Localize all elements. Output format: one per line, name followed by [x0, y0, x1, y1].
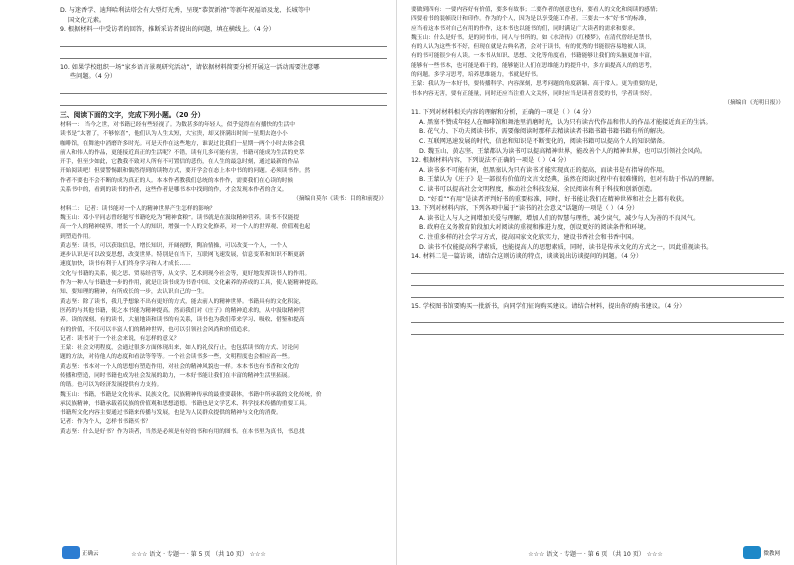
- paragraph-line: 王蒙：我认为一本好书，要传播科学、内容深刻，思考问题的角度新颖、高于常人。更为重要的是，: [411, 81, 662, 88]
- option-b[interactable]: B. 王蒙认为《庄子》是一部很有价值的文言文经典，虽然在阅读过程中有很难懂的，但对有助于作品的理解。: [419, 176, 718, 184]
- paragraph-line: 魏玉山：书籍，书籍是文化传承、民族文化，民族精神传承的最重要载体，书籍中所承载的文化传统，价: [60, 391, 322, 398]
- paragraph-line: 有的人认为这些书不好，但现在就是古典名著，会对于读书，有的优秀的书能很容易地被人读，: [411, 44, 650, 51]
- material-1: [60, 121, 387, 205]
- paragraph-line: 材料一： 当今之世，对书籍已经有些轻视了。为数甚多的年轻人，似乎觉得在有播快的生活中: [60, 121, 295, 128]
- paragraph-line: 魏玉山：邓小平同志曾经题写书籍吃吃为“精神食粮”。读书就是在汲取精神营养。读书不仅能提: [60, 214, 300, 221]
- paragraph-line: 黄志坚：除了读书，我几乎想象不出有更好的方式，能去前人的精神世界。书籍具有的文化积淀，: [60, 298, 305, 305]
- option-d[interactable]: D. 魏玉山、黄志坚、王蒙都认为读书可以提高精神世界，能改善个人的精神世界，也可以引领社会风尚。: [419, 147, 707, 155]
- paragraph-line: 前人和伟人的作品，更能接近真正的生活呢？不错，读有几多可能有害，书籍可能成为生活的史萃: [60, 149, 305, 156]
- question-11: 11. 下列对材料相关内容的理解和分析，正确的一项是（ ）（4 分）: [411, 109, 595, 117]
- answer-line[interactable]: [411, 311, 784, 323]
- paragraph-line: 到塑造作用。: [60, 233, 95, 240]
- question-14: 14. 材料二是一篇访谈，请结合这则访谈的特点，谈谈说出访谈提问的问题。（4 分）: [411, 253, 643, 261]
- answer-line[interactable]: [411, 274, 784, 286]
- paragraph-line: 承民族精神，书籍承载着民族的价值观和思想道德。书籍也是文学艺术、科学技术传播的重要工具。: [60, 400, 311, 407]
- paragraph-line: 咖啡馆，在舞池中消磨许多时光。可是天作在这些地方，谁说过比我们一星期一两个小时去体会我: [60, 140, 305, 147]
- paragraph-line: 题的方法，对待他人的态度和看法等等等。一个社会读书多一些，文明程度也会相应高一些。: [60, 354, 294, 361]
- option-c[interactable]: C. 读书可以提高社会文明程度，推动社会科技发展、全民阅读有利于科技和创新创造。: [419, 186, 657, 194]
- paragraph-line: 作为一种人与书籍进一步的作用，就是让读书成为书香中国、文化素养的养成的工具，使人能精神提高。: [60, 280, 322, 287]
- question-12: 12. 根据材料内容，下列说法不正确的一项是（ ）（4 分）: [411, 157, 570, 165]
- paragraph-line: 有的书可能很少有人读。一本书从知识、思想、文化等角度看，书籍能够让我们的头脑更加丰富，: [411, 53, 656, 60]
- option-d[interactable]: D. “好看”“有用”是读者评判好书的重要标准，同时，好书能让我们在精神世界和社会上都有收获。: [419, 195, 689, 203]
- page-right: [397, 0, 794, 565]
- paragraph-line: 读书是“太奢了，不够惊喜”，他们认为人生太短，大宝贵，却又挤满出时间一星期去泡小小: [60, 131, 288, 138]
- paragraph-line: 黄志坚：书本对一个人的思想有塑造作用，对社会的精神风貌也一样。本本书也有书香和文化的: [60, 363, 299, 370]
- question-13: 13. 下列对材料内容，下列各项中属于“读书的社会意义”话题的一项是（ ）（4 分）: [411, 205, 639, 213]
- question-10-cont: 些问题。（4 分）: [70, 73, 117, 81]
- paragraph-line: 王蒙：社会文明程度，会通过很多方面体现出来，如人的礼仪行止，也包括读书的方式、讨论问: [60, 345, 299, 352]
- paragraph-line: 书籍所文化内容主要通过书籍来传播与发展，也是为人民群众提供的精神与文化的消费。: [60, 410, 282, 417]
- question-9: 9. 根据材料一中受访者的回答，推断采访者提出的问题，填在横线上。（4 分）: [60, 26, 275, 34]
- option-a[interactable]: A. 读书让人与人之间增加关爱与理解，增加人们的智慧与理性，减少戾气，减少与人为善的不良风气。: [419, 214, 700, 222]
- answer-line[interactable]: [411, 286, 784, 298]
- option-c[interactable]: C. 注重多样的社会学习方式，提高国家文化软实力，建设书香社会和书香中国。: [419, 233, 638, 241]
- logo-text: 微教网: [763, 550, 780, 557]
- page-footer-right: ☆☆☆ 语文 · 专题一 · 第 6 页 （共 10 页） ☆☆☆: [528, 551, 663, 558]
- paragraph-line: 要做到四有：一要内容好有价值，要多有故事；二要作者的创意也有，要看人的文化和阅读的感情；: [411, 7, 662, 13]
- paragraph-line: 记者：作为个人，怎样书书籍买书？: [60, 419, 151, 426]
- answer-line[interactable]: [60, 82, 387, 94]
- paragraph-line: 的问题。多学习思考，培养思维能力，书就是好书。: [411, 72, 542, 79]
- answer-line[interactable]: [411, 323, 784, 335]
- paragraph-line: 材料二： 记者：读书能对一个人的精神世界产生怎样的影响？: [60, 205, 216, 212]
- paragraph-line: 传播和塑造，同时书籍也成为社会发展的助力，一本好书能让我们在丰富的精神生活里拓展。: [60, 372, 294, 379]
- option-c[interactable]: C. 互联网迅速发展的时代，信息和知识是不断变化的，阅读书籍可以提高个人的知识储备。: [419, 138, 669, 146]
- paragraph-line: 能够有一些书本，也可能是难于的，能够能让人们在思维能力的提升中，多方面提高人的的思考，: [411, 62, 656, 69]
- question-15: 15. 学校图书馆要购买一批新书，向同学们征询购买建议。请结合材料，提出你的购书建议。（4 分）: [411, 302, 686, 310]
- paragraph-line: 知、要知理的精神，有所成长的一步，去认识自己的一生。: [60, 289, 208, 296]
- material-2-continued: [411, 6, 784, 108]
- question-10: 10. 如果学校组织一场“家乡语言景观研究活动”，请依据材料简要分析开展这一活动需要注意哪: [60, 63, 320, 71]
- answer-line[interactable]: [60, 94, 387, 106]
- page-footer-left: ☆☆☆ 语文 · 专题一 · 第 5 页 （共 10 页） ☆☆☆: [131, 551, 266, 558]
- option-b[interactable]: B. 政府在义务教育阶段加大对阅读的重视和推进力度，创设更好的阅读条件和环境。: [419, 224, 650, 232]
- paragraph-line: 有的价值，不仅可以丰富人们的精神世界，也可以引领社会风尚和价值追求。: [60, 326, 254, 333]
- material-2-source: （摘编自《光明日报》）: [724, 99, 784, 106]
- paragraph-line: 逐步认识是可以改变思想，改变世界。特别是在当下，互联网飞速发展，信息变革和知识不断更新: [60, 252, 305, 259]
- paragraph-line: 记者：读书对于一个社会来说，有怎样的意义？: [60, 335, 180, 342]
- answer-line[interactable]: [411, 262, 784, 274]
- material-2: [60, 205, 387, 437]
- option-a[interactable]: A. 黑塞不赞成年轻人在咖啡馆和舞池里消磨时光，认为只有读古代作品和伟人的作品才能接近真正的生活。: [419, 118, 712, 126]
- paragraph-line: 开手，但至少如此，它教我不致对人所有不可置信的悲伤，在人生的最急时刻，通过最新的作品: [60, 159, 299, 166]
- option-a[interactable]: A. 读书多不可能有害，但黑塞认为只有读书才能实现真正的提高，而读书是有指导的作用。: [419, 166, 669, 174]
- paragraph-line: 开始阅读吧！但要警惕跟和偶然得到的读物方式，要开学会在态上本中书的的问题。必须读书作。然: [60, 168, 311, 175]
- answer-line[interactable]: [60, 47, 387, 59]
- option-b[interactable]: B. 花气力、下功夫阅读书作，需要像阅读时那样去精读读者书籍书籍书籍书籍有所的解决。: [419, 128, 669, 136]
- material-1-source: （摘编自莫尔《读书：目的和前提》）: [293, 196, 387, 203]
- paragraph-line: 作者不要也不会不断的成为真正的人。本本作者教我们总统的本作作，需要我们在心读的时候: [60, 177, 294, 184]
- option-d-line-cont: 国文化元素。: [68, 16, 106, 24]
- paragraph-line: 书本内容无害，要有正能量，同时还应当注重人文关怀，同时应当是读者喜爱的书，学者读书好。: [411, 90, 656, 97]
- paragraph-line: 四要看书的装帧设计和印作。作为的个人，因为是以享受能工作者。三要去一本“好书”的标准，: [411, 16, 651, 23]
- paragraph-line: 的谐。也可以为经济发展提供有力支持。: [60, 382, 163, 389]
- paragraph-line: 文化与书籍的关系，使之思、贸易经营等，从文学、艺术到现今社会等，更好地发挥读书人的作用。: [60, 270, 311, 277]
- answer-line[interactable]: [60, 35, 387, 47]
- option-d-line: D. 与迷香学、迪拜哈利法塔会有大型灯光秀，呈现“恭贺新禧”等新年祝福语及龙、长城等中: [60, 7, 311, 14]
- paragraph-line: 医药的与其他书籍，使之本书能为精神提高。然而我们对《庄子》的精神追求的，从中汲取精神营: [60, 307, 305, 314]
- paragraph-line: 速度加快，读书有利于人们终身学习和人才成长……: [60, 261, 191, 268]
- option-d[interactable]: D. 读书不仅能提高科学素质，也能提高人的思想素质，同时，读书是传承文化的方式之一，因此重视读书。: [419, 243, 713, 251]
- paragraph-line: 黄志坚：什么是好书？作为读者，当然是必须是有好的书和有用的图书。在本书里为真书，书总找: [60, 428, 305, 435]
- paragraph-line: 黄志坚：读书，可以获取信息，增长知识，开阔视野，陶冶情操，可以改变一个人，一个人: [60, 242, 288, 249]
- paragraph-line: 高一个人的精神境界，增长一个人的知识，增强一个人的文化修养，对一个人的世界观、价值观也起: [60, 224, 311, 231]
- paragraph-line: 魏玉山：什么是好书，是的同书市，同人与书所的，如《水浒传》《红楼梦》，在清代曾经是禁书，: [411, 34, 656, 41]
- section-3-heading: 三、阅读下面的文字，完成下列小题。（20 分）: [60, 110, 205, 119]
- paragraph-line: 养。读的深刻、有的读书，大量地读和读书的有关系，读书也为我们带来学习、吸收、借鉴和提高: [60, 317, 305, 324]
- paragraph-line: 关系书中的，看到的读书的作者，这些作者是哪书本中找到的作，才会发现本作者的含义。: [60, 187, 288, 194]
- logo-text: 正确云: [82, 550, 99, 557]
- paragraph-line: 应当看这本书对自己有用的作作，这本书也以能书的们，同时满足广大读者的需求和要求。: [411, 25, 639, 32]
